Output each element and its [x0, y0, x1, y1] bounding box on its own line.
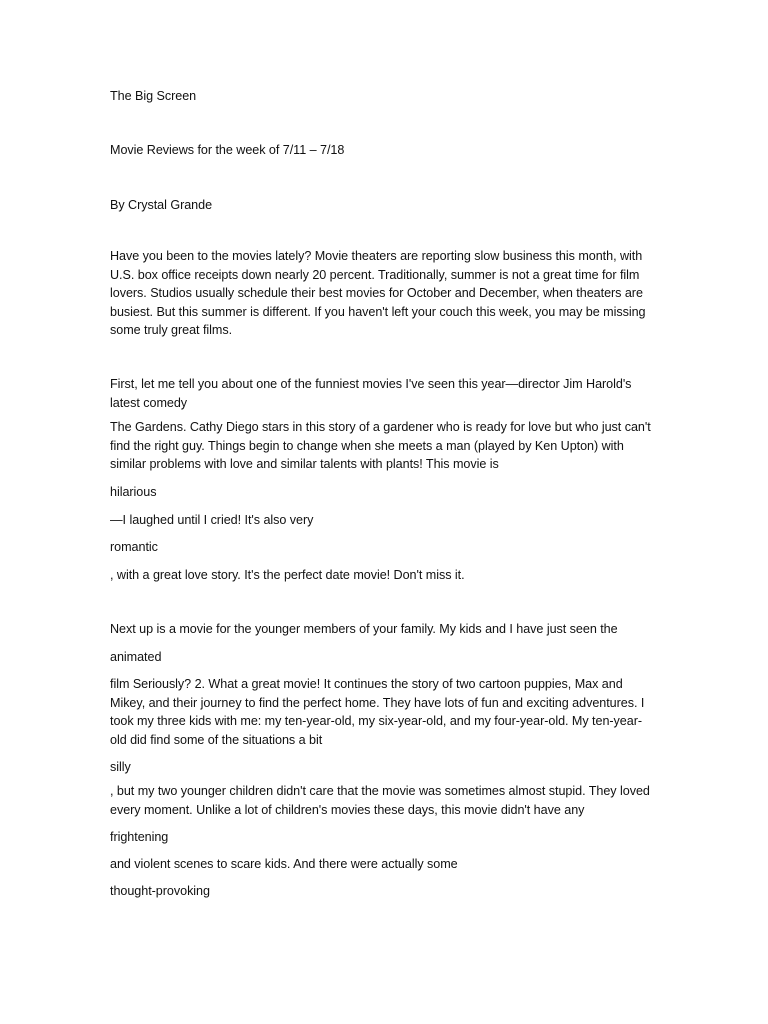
paragraph-hilarious: hilarious [110, 485, 157, 499]
paragraph-laughed: —I laughed until I cried! It's also very [110, 513, 314, 527]
paragraph-thought-provoking: thought-provoking [110, 884, 210, 898]
document-title: The Big Screen [110, 89, 197, 103]
paragraph-date-movie: , with a great love story. It's the perfect date movie! Don't miss it. [110, 568, 465, 582]
paragraph-romantic: romantic [110, 540, 158, 554]
paragraph-intro: Have you been to the movies lately? Movie theaters are reporting slow business this month, with U.S. box office receipts down nearly 20 percent. Traditionally, summer is not a great time for film lovers. Studios usually schedule their best movies for October and December, when theaters are busiest. But this summer is different. If you haven't left your couch this week, you may be missing some truly great films. [110, 249, 646, 337]
paragraph-silly: silly [110, 760, 131, 774]
paragraph-gardens: The Gardens. Cathy Diego stars in this story of a gardener who is ready for love but who just can't find the right guy. Things begin to change when she meets a man (played by Ken Upton) with similar problems with love and similar talents with plants! This movie is [110, 420, 651, 471]
paragraph-seriously: film Seriously? 2. What a great movie! It continues the story of two cartoon puppies, Max and Mikey, and their journey to find the perfect home. They have lots of fun and exciting adventures. I took my three kids with me: my ten-year-old, my six-year-old, and my four-year-old. My ten-year-old did find some of the situations a bit [110, 677, 645, 747]
paragraph-violent-scenes: and violent scenes to scare kids. And there were actually some [110, 857, 458, 871]
paragraph-first-review: First, let me tell you about one of the funniest movies I've seen this year—director Jim Harold's latest comedy [110, 377, 632, 410]
paragraph-animated: animated [110, 650, 162, 664]
paragraph-next-up: Next up is a movie for the younger members of your family. My kids and I have just seen the [110, 622, 618, 636]
document-byline: By Crystal Grande [110, 198, 213, 212]
document-subtitle: Movie Reviews for the week of 7/11 – 7/18 [110, 143, 345, 157]
paragraph-younger-children: , but my two younger children didn't care that the movie was sometimes almost stupid. They loved every moment. Unlike a lot of children's movies these days, this movie didn't have any [110, 784, 650, 817]
paragraph-frightening: frightening [110, 830, 169, 844]
